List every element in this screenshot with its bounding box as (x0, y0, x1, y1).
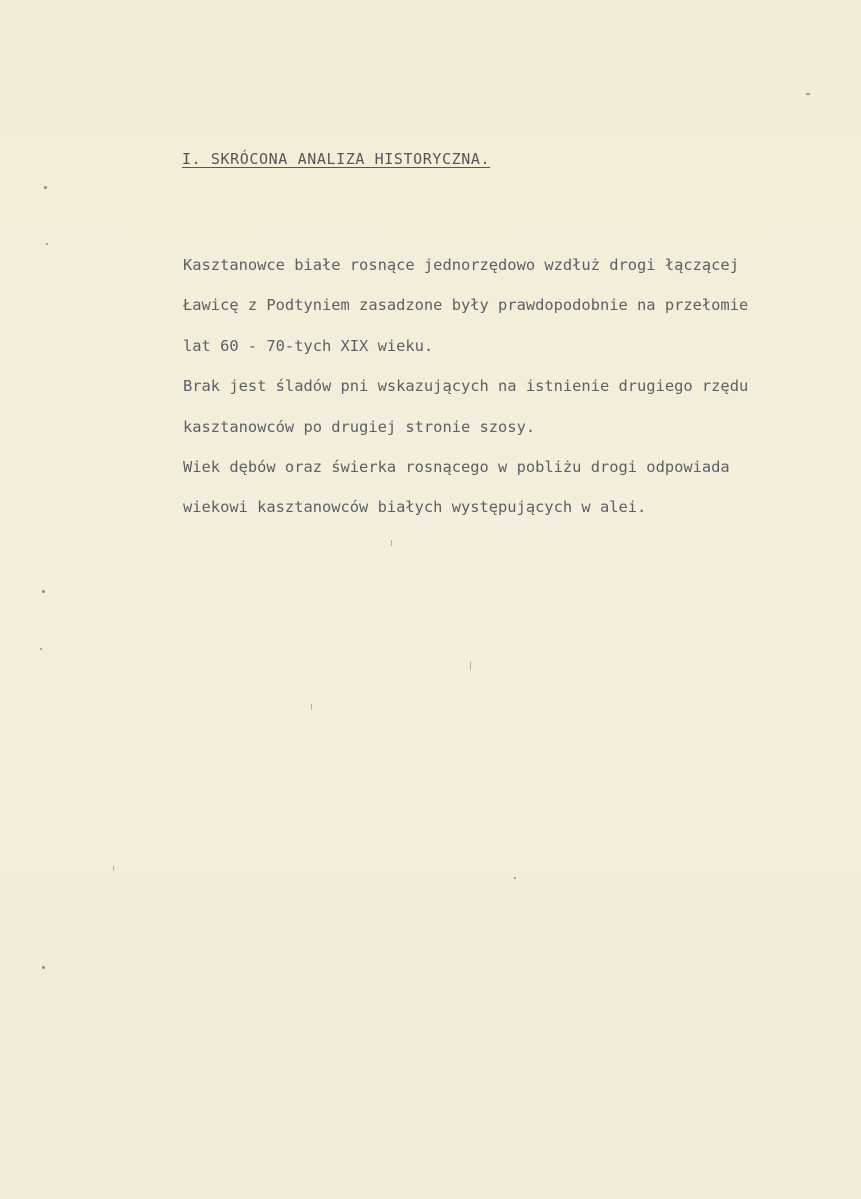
body-paragraph (183, 245, 843, 528)
binder-speck (42, 966, 45, 969)
text-line: kasztanowców po drugiej stronie szosy. (183, 417, 536, 436)
text-line: Ławicę z Podtyniem zasadzone były prawdopodobnie na przełomie (183, 296, 749, 315)
binder-speck (806, 93, 810, 95)
binder-speck (44, 186, 47, 189)
binder-speck (46, 243, 48, 245)
text-line: Kasztanowce białe rosnące jednorzędowo wzdłuż drogi łączącej (183, 256, 739, 274)
paper-mark (391, 540, 392, 546)
text-line: wiekowi kasztanowców białych występujących w alei. (183, 498, 647, 517)
section-heading: I. SKRÓCONA ANALIZA HISTORYCZNA. (182, 150, 491, 168)
paper-mark (113, 866, 114, 871)
text-line: Brak jest śladów pni wskazujących na istnienie drugiego rzędu (183, 377, 749, 396)
paper-mark (470, 662, 471, 670)
text-line: lat 60 - 70-tych XIX wieku. (183, 336, 434, 355)
text-line: Wiek dębów oraz świerka rosnącego w pobliżu drogi odpowiada (183, 457, 730, 476)
binder-speck (42, 590, 45, 593)
binder-speck (40, 648, 42, 650)
binder-speck (514, 877, 516, 879)
paper-mark (311, 704, 312, 710)
